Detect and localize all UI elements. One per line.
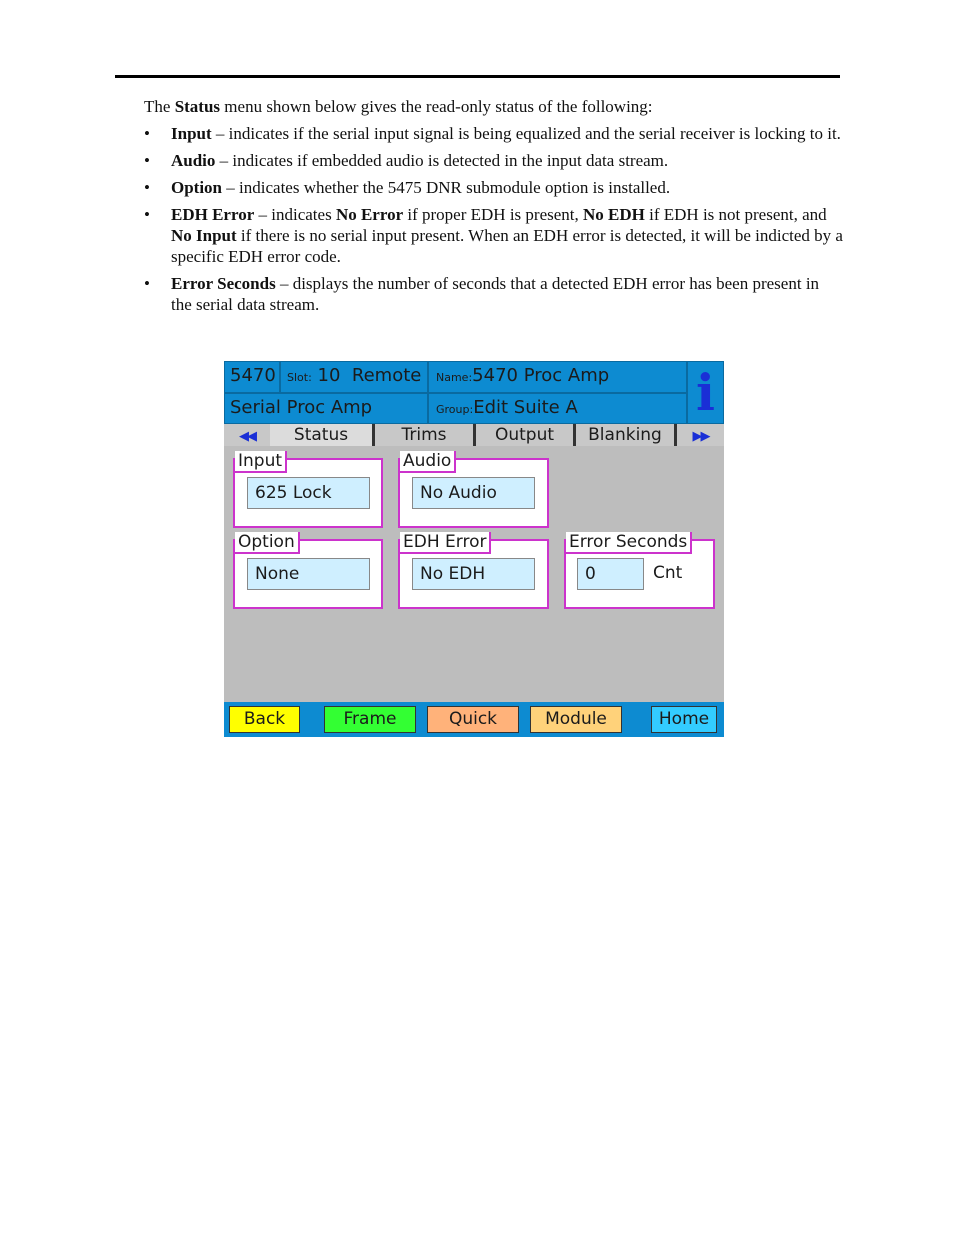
error-seconds-field: 0: [577, 558, 644, 590]
module-name: Name:5470 Proc Amp: [428, 361, 687, 393]
footer-nav: [224, 702, 724, 737]
intro-paragraph: The Status menu shown below gives the read-only status of the following:: [144, 97, 653, 116]
back-button[interactable]: Back: [229, 706, 300, 733]
list-item: • EDH Error – indicates No Error if proper EDH is present, No EDH if EDH is not present, and No Input if there is no serial input present. When an EDH error is detected, it will be indicted by a specific EDH error code.: [144, 205, 843, 266]
list-item: • Error Seconds – displays the number of seconds that a detected EDH error has been present in the serial data stream.: [144, 274, 820, 314]
quick-button[interactable]: Quick: [427, 706, 519, 733]
error-seconds-unit: Cnt: [653, 563, 683, 583]
option-status-box: [233, 532, 383, 609]
option-label: Option: [235, 532, 300, 554]
double-left-arrow-icon: ◀◀: [239, 429, 255, 444]
edh-error-field: No EDH: [412, 558, 535, 590]
audio-status-field: No Audio: [412, 477, 535, 509]
list-item: • Audio – indicates if embedded audio is detected in the input data stream.: [144, 151, 669, 170]
input-status-field: 625 Lock: [247, 477, 370, 509]
module-button[interactable]: Module: [530, 706, 622, 733]
edh-error-label: EDH Error: [400, 532, 491, 554]
double-right-arrow-icon: ▶▶: [692, 429, 709, 444]
info-icon: i: [696, 362, 715, 422]
tab-scroll-right[interactable]: [674, 424, 724, 446]
edh-error-box: [398, 532, 549, 609]
header-rule: [115, 75, 840, 78]
info-button[interactable]: [687, 361, 724, 424]
tab-output[interactable]: Output: [473, 424, 573, 446]
error-seconds-box: [564, 532, 715, 609]
group-name: Group:Edit Suite A: [428, 393, 687, 424]
frame-button[interactable]: Frame: [324, 706, 416, 733]
status-menu-panel: [224, 361, 724, 737]
audio-status-box: [398, 451, 549, 528]
module-description: Serial Proc Amp: [224, 393, 428, 424]
list-item: • Option – indicates whether the 5475 DNR submodule option is installed.: [144, 178, 671, 197]
model-number: 5470: [224, 361, 280, 393]
input-label: Input: [235, 451, 287, 473]
tab-status[interactable]: Status: [270, 424, 372, 446]
input-status-box: [233, 451, 383, 528]
home-button[interactable]: Home: [651, 706, 717, 733]
audio-label: Audio: [400, 451, 456, 473]
tab-blanking[interactable]: Blanking: [573, 424, 674, 446]
tab-trims[interactable]: Trims: [372, 424, 473, 446]
list-item: • Input – indicates if the serial input signal is being equalized and the serial receiver is locking to it.: [144, 124, 841, 143]
status-item-list: [144, 123, 844, 321]
error-seconds-label: Error Seconds: [566, 532, 692, 554]
slot-status: Slot: 10 Remote: [280, 361, 428, 393]
tab-bar: [224, 424, 724, 446]
tab-scroll-left[interactable]: [224, 424, 270, 446]
option-status-field: None: [247, 558, 370, 590]
